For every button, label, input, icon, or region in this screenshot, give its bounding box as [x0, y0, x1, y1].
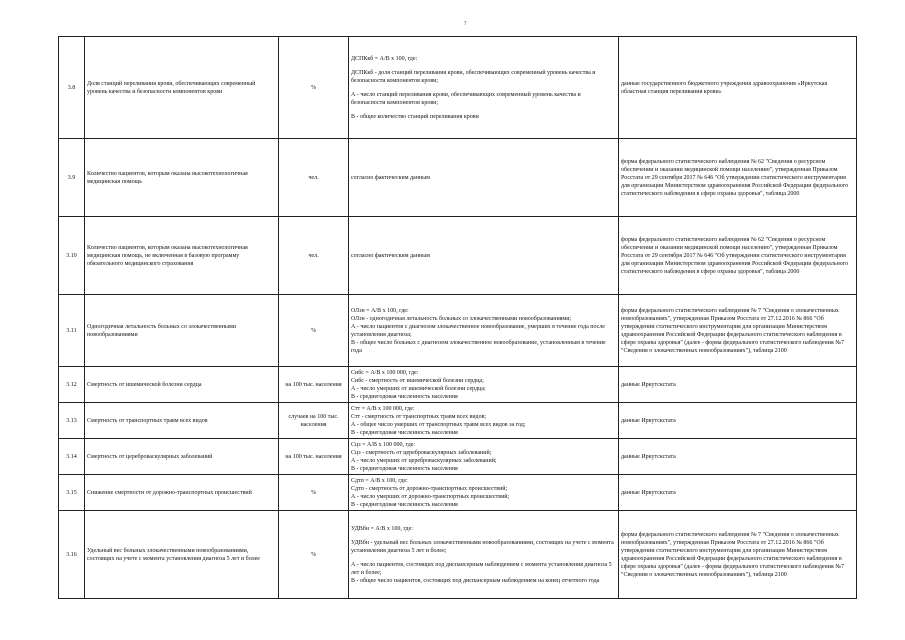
row-number: 3.9 [59, 139, 85, 217]
row-number: 3.12 [59, 367, 85, 403]
method-line: В - среднегодовая численность населения [351, 465, 458, 472]
table-row [59, 139, 857, 217]
method-line: ДСПКкб = А/В х 100, где: [351, 55, 418, 62]
unit-of-measure: на 100 тыс. населения [279, 367, 349, 403]
method-line: В - среднегодовая численность населения [351, 393, 458, 400]
calculation-method [349, 367, 619, 403]
method-line: Сибс - смертность от ишемической болезни сердца; [351, 377, 484, 384]
unit-of-measure: % [279, 475, 349, 511]
method-line: УДВбн = А/В х 100, где: [351, 525, 413, 532]
indicator-name: Снижение смертности от дорожно-транспортных происшествий [85, 475, 279, 511]
indicator-name: Смертность от цереброваскулярных заболеваний [85, 439, 279, 475]
data-source: форма федерального статистического наблюдения № 7 "Сведения о злокачественных новообразованиях", утвержденная Приказом Росстата от 27.12.2016 № 866 "Об утверждении статистического инструментария для организации Министерством здравоохранения Российской Федерации федерального статистического наблюдения в сфере охраны здоровья" (далее - форма федерального статистического наблюдения №7 "Сведения о злокачественных новообразованиях"), таблица 2100 [619, 295, 857, 367]
method-line: А - число пациентов, состоящих под диспансерным наблюдением с момента установления диагноза 5 лет и более; [351, 561, 612, 576]
method-line: УДВбн - удельный вес больных злокачественными новообразованиями, состоящих на учете с момента установления диагноза 5 лет и более; [351, 539, 614, 554]
data-source: данные государственного бюджетного учреждения здравоохранения «Иркутская областная станция переливания крови» [619, 37, 857, 139]
method-line: Стт = А/В х 100 000, где: [351, 405, 415, 412]
method-line: А - число пациентов с диагнозом злокачественное новообразование, умерших в течение года после установления диагноза; [351, 323, 605, 338]
table-row [59, 439, 857, 475]
method-line: В - среднегодовая численность населения [351, 429, 458, 436]
unit-of-measure: % [279, 295, 349, 367]
method-line: А - число умерших от дорожно-транспортных происшествий; [351, 493, 510, 500]
unit-of-measure: % [279, 37, 349, 139]
unit-of-measure: случаев на 100 тыс. населения [279, 403, 349, 439]
method-line: Сцз - смертность от цереброваскулярных заболеваний; [351, 449, 492, 456]
calculation-method [349, 511, 619, 599]
data-source: данные Иркутскстата [619, 439, 857, 475]
calculation-method [349, 403, 619, 439]
method-line: ДСПКкб - доля станций переливания крови, обеспечивающих современный уровень качества и безопасности компонентов крови; [351, 69, 596, 84]
indicator-name: Количество пациентов, которым оказана высокотехнологичная медицинская помощь [85, 139, 279, 217]
method-line: Сдтп - смертность от дорожно-транспортных происшествий; [351, 485, 508, 492]
unit-of-measure: % [279, 511, 349, 599]
data-source: данные Иркутскстата [619, 403, 857, 439]
row-number: 3.8 [59, 37, 85, 139]
calculation-method [349, 439, 619, 475]
data-source: форма федерального статистического наблюдения № 62 "Сведения о ресурсном обеспечении и оказании медицинской помощи населению", утвержденная Приказом Росстата от 29 сентября 2017 № 646 "Об утверждении статистического инструментария для организации Министерством здравоохранения Российской Федерации федерального статистического наблюдения в сфере охраны здоровья", таблица 2000 [619, 217, 857, 295]
page-number: 7 [464, 22, 467, 27]
method-line: согласно фактическим данным [351, 252, 430, 259]
row-number: 3.14 [59, 439, 85, 475]
method-line: А - число умерших от цереброваскулярных заболеваний; [351, 457, 497, 464]
calculation-method [349, 217, 619, 295]
table-row [59, 217, 857, 295]
method-line: В - общее число больных с диагнозом злокачественное новообразование, установленным в течение года [351, 339, 606, 354]
row-number: 3.10 [59, 217, 85, 295]
indicator-name: Доля станций переливания крови, обеспечивающих современный уровень качества и безопасности компонентов крови [85, 37, 279, 139]
table-row [59, 511, 857, 599]
method-line: согласно фактическим данным [351, 174, 430, 181]
method-line: А - число станций переливания крови, обеспечивающих современный уровень качества и безопасности компонентов крови; [351, 91, 581, 106]
calculation-method [349, 475, 619, 511]
table-row [59, 367, 857, 403]
table-row [59, 37, 857, 139]
row-number: 3.15 [59, 475, 85, 511]
table-row [59, 295, 857, 367]
method-line: В - среднегодовая численность населения [351, 501, 458, 508]
indicator-name: Смертность от ишемической болезни сердца [85, 367, 279, 403]
unit-of-measure: чел. [279, 139, 349, 217]
data-source: данные Иркутскстата [619, 367, 857, 403]
indicator-name: Смертность от транспортных травм всех видов [85, 403, 279, 439]
unit-of-measure: чел. [279, 217, 349, 295]
method-line: Сдтп = А/В х 100, где: [351, 477, 408, 484]
method-line: А - общее число умерших от транспортных травм всех видов за год; [351, 421, 526, 428]
calculation-method [349, 295, 619, 367]
indicator-name: Количество пациентов, которым оказана высокотехнологичная медицинская помощь, не включенная в базовую программу обязательного медицинского страхования [85, 217, 279, 295]
data-source: данные Иркутскстата [619, 475, 857, 511]
table-row [59, 403, 857, 439]
row-number: 3.16 [59, 511, 85, 599]
calculation-method [349, 37, 619, 139]
method-line: В - общее число пациентов, состоящих под диспансерным наблюдением на конец отчетного года [351, 577, 600, 584]
row-number: 3.13 [59, 403, 85, 439]
indicator-name: Одногодичная летальность больных со злокачественными новообразованиями [85, 295, 279, 367]
indicator-name: Удельный вес больных злокачественными новообразованиями, состоящих на учете с момента установления диагноза 5 лет и более [85, 511, 279, 599]
table-row [59, 475, 857, 511]
data-source: форма федерального статистического наблюдения № 7 "Сведения о злокачественных новообразованиях", утвержденная Приказом Росстата от 27.12.2016 № 866 "Об утверждении статистического инструментария для организации Министерством здравоохранения Российской Федерации федерального статистического наблюдения в сфере охраны здоровья" (далее - форма федерального статистического наблюдения №7 "Сведения о злокачественных новообразованиях"), таблица 2100 [619, 511, 857, 599]
method-line: А - число умерших от ишемической болезни сердца; [351, 385, 486, 392]
method-line: В - общее количество станций переливания крови [351, 113, 479, 120]
method-line: Стт - смертность от транспортных травм всех видов; [351, 413, 487, 420]
data-source: форма федерального статистического наблюдения № 62 "Сведения о ресурсном обеспечении и оказании медицинской помощи населению", утвержденная Приказом Росстата от 29 сентября 2017 № 646 "Об утверждении статистического инструментария для организации Министерством здравоохранения Российской Федерации федерального статистического наблюдения в сфере охраны здоровья", таблица 2000 [619, 139, 857, 217]
method-line: Сцз = А/В х 100 000, где: [351, 441, 416, 448]
method-line: ОЛзн - одногодичная летальность больных со злокачественными новообразованиями; [351, 315, 572, 322]
row-number: 3.11 [59, 295, 85, 367]
unit-of-measure: на 100 тыс. населения [279, 439, 349, 475]
calculation-method [349, 139, 619, 217]
indicators-table [58, 36, 857, 599]
method-line: Сибс = А/В х 100 000, где: [351, 369, 419, 376]
method-line: ОЛзн = А/В х 100, где: [351, 307, 409, 314]
